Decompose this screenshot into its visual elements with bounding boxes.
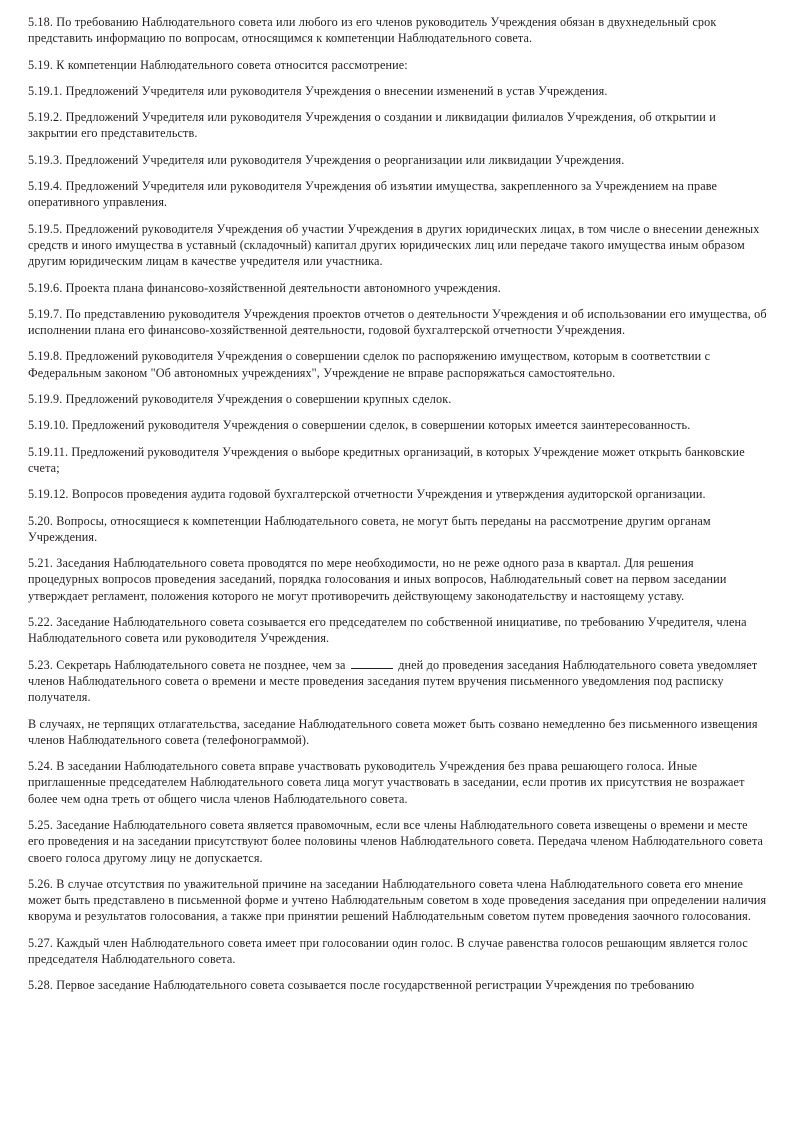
paragraph: 5.19.4. Предложений Учредителя или руководителя Учреждения об изъятии имущества, закрепленного за Учреждением на праве оперативного управления. (28, 179, 718, 210)
paragraph-text-after-blank: дней до проведения заседания Наблюдательного совета уведомляет членов Наблюдательного совета о времени и месте проведения заседания путем вручения письменного уведомления под расписку получателя. (28, 657, 758, 705)
paragraph-text-before-blank: 5.23. Секретарь Наблюдательного совета не позднее, чем за (28, 657, 346, 672)
paragraph: 5.19.5. Предложений руководителя Учреждения об участии Учреждения в других юридических лицах, в том числе о внесении денежных средств и иного имущества в уставный (складочный) капитал других юридических лиц или передаче такого имущества иным образом другим юридическим лицам в качестве учредителя или участника. (28, 221, 760, 269)
paragraph: 5.19.9. Предложений руководителя Учреждения о совершении крупных сделок. (28, 392, 452, 407)
paragraph: 5.25. Заседание Наблюдательного совета является правомочным, если все члены Наблюдательного совета извещены о времени и месте его проведения и на заседании присутствуют более половины членов Наблюдательного совета. Передача членом Наблюдательного совета своего голоса другому лицу не допускается. (28, 817, 764, 865)
paragraph: 5.19.6. Проекта плана финансово-хозяйственной деятельности автономного учреждения. (28, 280, 501, 295)
paragraph: 5.19. К компетенции Наблюдательного совета относится рассмотрение: (28, 57, 408, 72)
paragraph: 5.21. Заседания Наблюдательного совета проводятся по мере необходимости, но не реже одного раза в квартал. Для решения процедурных вопросов проведения заседаний, порядка голосования и иных вопросов, Наблюдательный совет на первом заседании утверждает регламент, положения которого не могут противоречить действующему законодательству и настоящему уставу. (28, 556, 727, 603)
paragraph (28, 657, 767, 706)
paragraph: 5.18. По требованию Наблюдательного совета или любого из его членов руководитель Учреждения обязан в двухнедельный срок представить информацию по вопросам, относящимся к компетенции Наблюдательного совета. (28, 15, 717, 46)
paragraph: 5.28. Первое заседание Наблюдательного совета созывается после государственной регистрации Учреждения по требованию (28, 978, 695, 993)
paragraph: 5.24. В заседании Наблюдательного совета вправе участвовать руководитель Учреждения без права решающего голоса. Иные приглашенные председателем Наблюдательного совета лица могут участвовать в заседании, если против их присутствия не возражает более чем одна треть от общего числа членов Наблюдательного совета. (28, 759, 745, 806)
paragraph: 5.19.1. Предложений Учредителя или руководителя Учреждения о внесении изменений в устав Учреждения. (28, 83, 608, 98)
paragraph: 5.19.2. Предложений Учредителя или руководителя Учреждения о создании и ликвидации филиалов Учреждения, об открытии и закрытии его представительств. (28, 110, 716, 141)
paragraph: 5.19.8. Предложений руководителя Учреждения о совершении сделок по распоряжению имуществом, которым в соответствии с Федеральным законом "Об автономных учреждениях", Учреждение не вправе распоряжаться самостоятельно. (28, 349, 711, 380)
document-body (28, 14, 767, 994)
paragraph: 5.26. В случае отсутствия по уважительной причине на заседании Наблюдательного совета члена Наблюдательного совета его мнение может быть представлено в письменной форме и учтено Наблюдательным советом в ходе проведения заседания при определении наличия кворума и результатов голосования, а также при принятии решений Наблюдательным советом путем проведения заочного голосования. (28, 876, 767, 924)
paragraph: 5.27. Каждый член Наблюдательного совета имеет при голосовании один голос. В случае равенства голосов решающим является голос председателя Наблюдательного совета. (28, 935, 748, 967)
paragraph: 5.20. Вопросы, относящиеся к компетенции Наблюдательного совета, не могут быть переданы на рассмотрение другим органам Учреждения. (28, 513, 711, 544)
paragraph: 5.22. Заседание Наблюдательного совета созывается его председателем по собственной инициативе, по требованию Учредителя, члена Наблюдательного совета или руководителя Учреждения. (28, 615, 747, 646)
paragraph: 5.19.3. Предложений Учредителя или руководителя Учреждения о реорганизации или ликвидации Учреждения. (28, 152, 625, 167)
paragraph: 5.19.12. Вопросов проведения аудита годовой бухгалтерской отчетности Учреждения и утверждения аудиторской организации. (28, 487, 706, 502)
paragraph: 5.19.7. По представлению руководителя Учреждения проектов отчетов о деятельности Учреждения и об использовании его имущества, об исполнении плана его финансово-хозяйственной деятельности, годовой бухгалтерской отчетности Учреждения. (28, 306, 767, 338)
paragraph: 5.19.11. Предложений руководителя Учреждения о выборе кредитных организаций, в которых Учреждение может открыть банковские счета; (28, 444, 745, 475)
paragraph: В случаях, не терпящих отлагательства, заседание Наблюдательного совета может быть созвано немедленно без письменного извещения членов Наблюдательного совета (телефонограммой). (28, 716, 758, 747)
paragraph: 5.19.10. Предложений руководителя Учреждения о совершении сделок, в совершении которых имеется заинтересованность. (28, 418, 691, 433)
blank-fill-field[interactable] (351, 668, 393, 669)
